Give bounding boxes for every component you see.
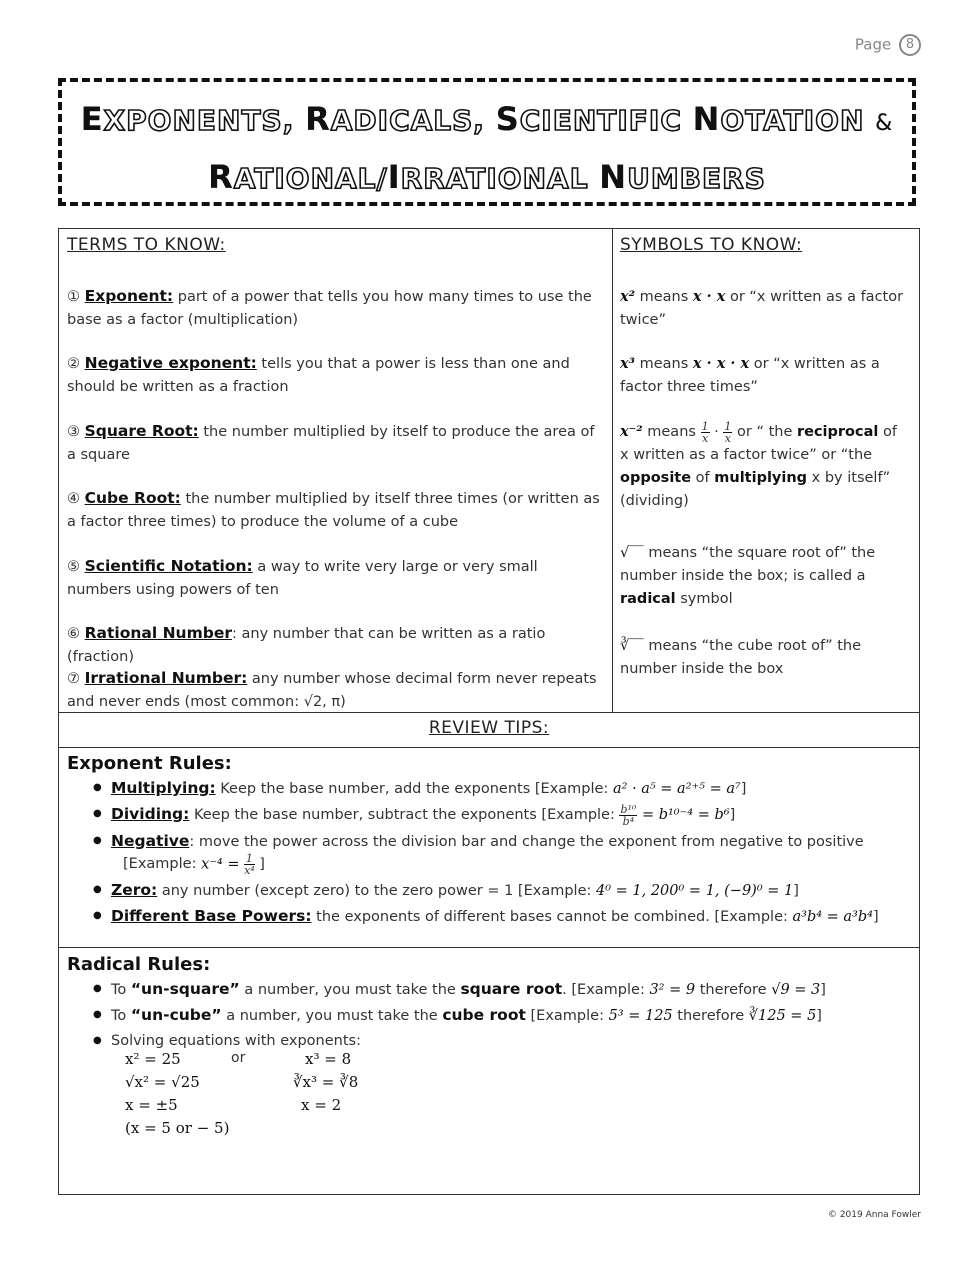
term-name: Exponent:: [84, 287, 174, 305]
title-text: CIENTIFIC: [519, 104, 693, 137]
rule-math: 5³ = 125: [608, 1008, 673, 1024]
symbol-bold: reciprocal: [796, 424, 879, 440]
numerator: 1: [245, 851, 253, 865]
rule-text: ]: [872, 908, 879, 925]
rule-bold: “un-square”: [130, 980, 240, 998]
radical-icon: √‾‾: [620, 545, 644, 561]
symbols-column: [612, 229, 919, 712]
page-number-value: 8: [899, 34, 921, 56]
term-name: Square Root:: [84, 422, 199, 440]
symbol-text: ·: [709, 424, 724, 440]
rule-math: 4⁰ = 1, 200⁰ = 1, (−9)⁰ = 1: [595, 882, 794, 899]
rule-text: a number, you must take the: [221, 1008, 443, 1024]
rule-item: [91, 978, 901, 1001]
rule-name: Dividing:: [111, 805, 190, 823]
title-box: [58, 78, 916, 206]
symbols-header: SYMBOLS TO KNOW:: [620, 235, 803, 255]
symbol-text: means: [642, 424, 701, 440]
term-definition: the number multiplied by itself to produce the area of a square: [67, 424, 595, 463]
rule-math: ∛125 = 5: [748, 1008, 817, 1024]
symbol-bold: radical: [620, 591, 676, 607]
rule-text: ]: [793, 882, 799, 899]
rule-text: therefore: [695, 982, 772, 998]
symbol-text: or “x written as a factor three times”: [620, 356, 880, 395]
solve-line: x = 2: [301, 1096, 342, 1114]
rule-math: x⁻⁴ =: [201, 856, 245, 872]
title-amp: &: [875, 111, 894, 136]
term-number: ①: [67, 289, 80, 305]
symbol-glyph: x⁻²: [620, 423, 643, 440]
term-number: ③: [67, 424, 80, 440]
symbol-glyph: x²: [620, 288, 635, 305]
radical-rules-section: [59, 948, 919, 1194]
title-cap: I: [387, 158, 401, 196]
term-item: [67, 352, 602, 399]
solve-line: √x² = √25: [125, 1073, 200, 1091]
rule-math: a² · a⁵ = a²⁺⁵ = a⁷: [612, 781, 741, 797]
term-item: [67, 622, 602, 669]
rule-item: [91, 905, 901, 928]
rule-item: [91, 879, 901, 902]
term-number: ⑦: [67, 671, 80, 687]
symbol-expr: x · x · x: [692, 355, 750, 372]
symbol-text: means: [635, 356, 693, 372]
page-number: [855, 34, 921, 56]
rule-text: ]: [254, 856, 265, 872]
term-definition: any number whose decimal form never repeats and never ends (most common: √2, π): [67, 671, 597, 710]
title-cap: R: [305, 100, 331, 138]
rule-name: Zero:: [111, 880, 158, 899]
copyright: © 2019 Anna Fowler: [827, 1210, 921, 1220]
exponent-rules-list: [91, 777, 901, 931]
numerator: 1: [724, 419, 732, 433]
page-label: Page: [854, 35, 892, 54]
term-name: Cube Root:: [84, 489, 181, 507]
denominator: x: [701, 431, 709, 445]
rule-text: a number, you must take the: [239, 982, 461, 998]
rule-text: Keep the base number, subtract the exponents [Example:: [189, 807, 620, 823]
symbol-text: means “the cube root of” the number inside the box: [620, 638, 862, 677]
solve-line: x³ = 8: [305, 1050, 352, 1068]
rule-bold: cube root: [442, 1006, 526, 1024]
symbol-bold: opposite: [620, 470, 692, 486]
rule-item: [91, 830, 901, 876]
symbol-text: or “x written as a factor twice”: [620, 289, 904, 328]
rule-math: a³b⁴ = a³b⁴: [792, 908, 873, 925]
rule-item: [91, 777, 901, 800]
solve-line: ∛x³ = ∛8: [293, 1073, 359, 1091]
term-number: ⑤: [67, 559, 80, 575]
symbol-text: symbol: [675, 591, 733, 607]
solve-line: x² = 25: [125, 1050, 181, 1068]
rule-math: = b¹⁰⁻⁴ = b⁶: [637, 807, 730, 823]
term-item: [67, 487, 602, 534]
term-item: [67, 555, 602, 602]
symbol-text: means “the square root of” the number inside the box; is called a: [620, 545, 876, 584]
numerator: b¹⁰: [620, 802, 637, 816]
title-text: OTATION: [720, 104, 865, 137]
rule-text: [Example:: [123, 856, 202, 872]
rule-text: To: [111, 1008, 131, 1024]
term-number: ④: [67, 491, 80, 507]
rule-text: any number (except zero) to the zero power = 1 [Example:: [157, 882, 596, 899]
rule-bold: “un-cube”: [130, 1006, 222, 1024]
symbol-item: [620, 635, 910, 681]
term-number: ②: [67, 356, 80, 372]
rule-text: therefore: [672, 1008, 749, 1024]
symbol-text: of: [691, 470, 715, 486]
rule-text: : move the power across the division bar and change the exponent from negative to positive: [189, 833, 864, 850]
review-header: REVIEW TIPS:: [428, 718, 550, 738]
symbol-glyph: x³: [620, 355, 635, 372]
notes-table: [58, 228, 920, 1195]
radical-rules-list: [91, 978, 901, 1055]
symbol-text: or “ the: [732, 424, 797, 440]
rule-text: . [Example:: [562, 982, 650, 998]
title-line-2: [62, 158, 912, 196]
denominator: x⁴: [244, 863, 255, 877]
rule-item: [91, 803, 901, 827]
denominator: b⁴: [622, 814, 635, 828]
title-text: XPONENTS,: [103, 104, 306, 137]
term-definition: a way to write very large or very small numbers using powers of ten: [67, 559, 538, 598]
solve-line: (x = 5 or − 5): [125, 1119, 230, 1137]
rule-text: ]: [729, 807, 736, 823]
rule-name: Negative: [111, 831, 190, 850]
solve-or: or: [231, 1050, 246, 1066]
term-definition: : any number that can be written as a ratio (fraction): [67, 626, 546, 665]
term-definition: part of a power that tells you how many times to use the base as a factor (multiplication): [67, 289, 592, 328]
rule-text: ]: [740, 781, 747, 797]
title-cap: N: [599, 158, 628, 196]
title-text: ADICALS,: [330, 104, 496, 137]
solve-line: x = ±5: [125, 1096, 178, 1114]
review-tips-bar: [59, 712, 919, 748]
cube-root-icon: ∛‾‾: [620, 638, 644, 654]
numerator: 1: [701, 419, 709, 433]
symbol-expr: x · x: [692, 288, 726, 305]
title-cap: E: [80, 100, 104, 138]
rule-math: √9 = 3: [771, 982, 821, 998]
fraction: [244, 853, 255, 876]
title-text: UMBERS: [627, 162, 766, 195]
rule-item: [91, 1004, 901, 1027]
term-item: [67, 285, 602, 332]
symbol-item: [620, 352, 910, 399]
rule-text: To: [111, 982, 131, 998]
term-name: Negative exponent:: [84, 354, 257, 372]
fraction: [619, 804, 637, 827]
term-definition: tells you that a power is less than one and should be written as a fraction: [67, 356, 570, 395]
rule-bold: square root: [460, 980, 563, 998]
term-item: [67, 420, 602, 467]
rule-text: Solving equations with exponents:: [111, 1033, 361, 1049]
symbol-bold: multiplying: [714, 470, 808, 486]
term-name: Irrational Number:: [84, 669, 248, 687]
exponent-rules-section: [59, 747, 919, 948]
symbol-item: [620, 285, 910, 332]
term-number: ⑥: [67, 626, 80, 642]
term-name: Rational Number: [84, 624, 232, 642]
rule-name: Different Base Powers:: [111, 906, 312, 925]
terms-header: TERMS TO KNOW:: [67, 235, 226, 255]
fraction: [701, 421, 710, 444]
rule-text: [Example:: [525, 1008, 609, 1024]
rule-math: 3² = 9: [649, 982, 696, 998]
rule-text: the exponents of different bases cannot be combined. [Example:: [311, 908, 793, 925]
title-line-1: [62, 100, 912, 138]
term-item: [67, 667, 602, 714]
rule-text: ]: [820, 982, 826, 998]
exponent-rules-title: Exponent Rules:: [67, 753, 232, 774]
symbol-text: x by itself” (dividing): [620, 470, 891, 509]
denominator: x: [724, 431, 731, 445]
term-name: Scientific Notation:: [84, 557, 253, 575]
symbol-text: means: [635, 289, 693, 305]
radical-rules-title: Radical Rules:: [67, 954, 211, 975]
title-text: ATIONAL/: [233, 162, 388, 195]
rule-name: Multiplying:: [111, 779, 216, 797]
symbol-text: of x written as a factor twice” or “the: [620, 424, 897, 463]
term-definition: the number multiplied by itself three times (or written as a factor three times) to produce the volume of a cube: [67, 491, 600, 530]
title-cap: R: [208, 158, 234, 196]
title-cap: N: [692, 100, 721, 138]
title-cap: S: [495, 100, 520, 138]
rule-text: Keep the base number, add the exponents [Example:: [215, 781, 613, 797]
rule-text: ]: [816, 1008, 822, 1024]
symbol-item: [620, 542, 910, 611]
symbol-item: [620, 420, 910, 513]
terms-column: [59, 229, 613, 712]
rule-item: [91, 1030, 901, 1052]
title-text: RRATIONAL: [400, 162, 600, 195]
